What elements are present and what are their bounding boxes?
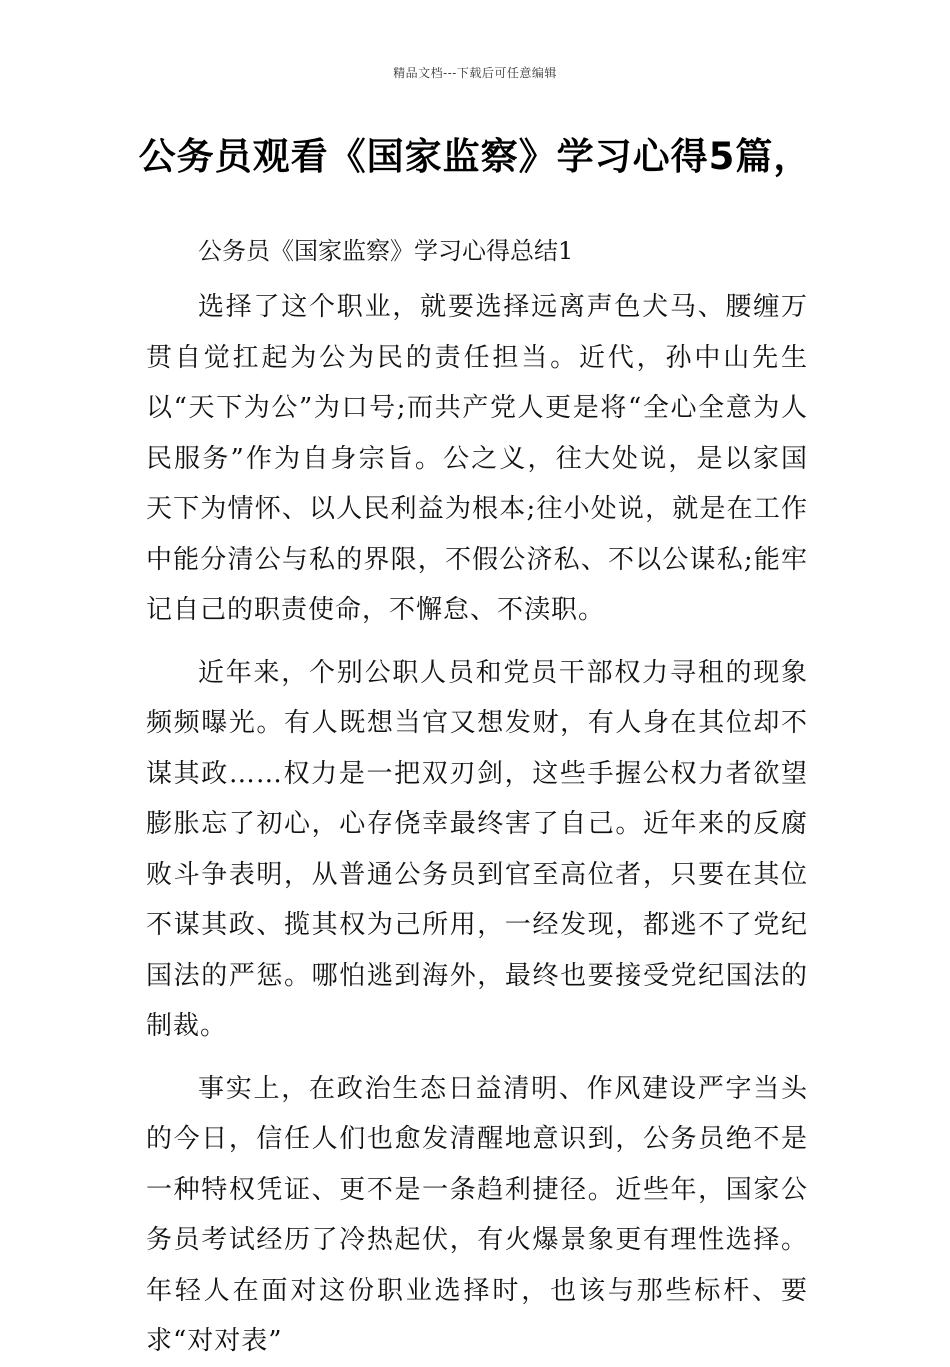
paragraph: 事实上，在政治生态日益清明、作风建设严字当头的今日，信任人们也愈发清醒地意识到，公务员绝不是一种特权凭证、更不是一条趋利捷径。近些年，国家公务员考试经历了冷热起伏，有火爆景象更有理性选择。年轻人在面对这份职业选择时，也该与那些标杆、要求“对对表” bbox=[146, 1073, 808, 1356]
header-note: 精品文档---下载后可任意编辑 bbox=[393, 66, 557, 80]
document-title: 公务员观看《国家监察》学习心得5篇， bbox=[138, 135, 812, 178]
document-body bbox=[146, 226, 808, 1367]
section-subtitle: 公务员《国家监察》学习心得总结1 bbox=[198, 237, 574, 265]
paragraph: 选择了这个职业，就要选择远离声色犬马、腰缠万贯自觉扛起为公为民的责任担当。近代，孙中山先生以“天下为公”为口号;而共产党人更是将“全心全意为人民服务”作为自身宗旨。公之义，往大处说，是以家国天下为情怀、以人民利益为根本;往小处说，就是在工作中能分清公与私的界限，不假公济私、不以公谋私;能牢记自己的职责使命，不懈怠、不渎职。 bbox=[146, 292, 808, 625]
paragraph: 近年来，个别公职人员和党员干部权力寻租的现象频频曝光。有人既想当官又想发财，有人身在其位却不谋其政……权力是一把双刃剑，这些手握公权力者欲望膨胀忘了初心，心存侥幸最终害了自己。近年来的反腐败斗争表明，从普通公务员到官至高位者，只要在其位不谋其政、揽其权为己所用，一经发现，都逃不了党纪国法的严惩。哪怕逃到海外，最终也要接受党纪国法的制裁。 bbox=[146, 657, 808, 1041]
